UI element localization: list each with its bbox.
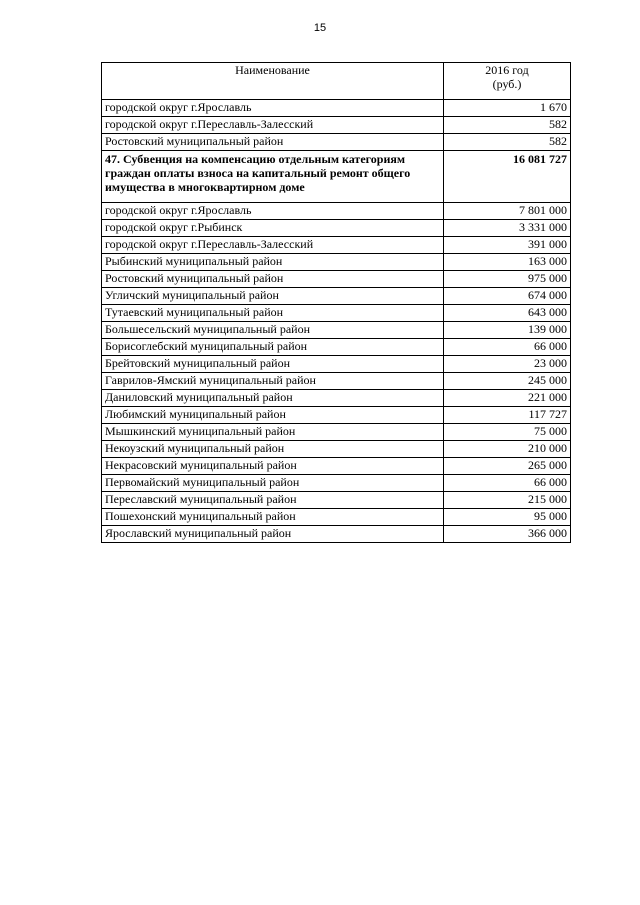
- row-name: Тутаевский муниципальный район: [102, 305, 444, 322]
- row-value: 23 000: [444, 356, 571, 373]
- table-row: [102, 475, 571, 492]
- row-name: городской округ г.Ярославль: [102, 100, 444, 117]
- row-name: Мышкинский муниципальный район: [102, 424, 444, 441]
- row-value: 674 000: [444, 288, 571, 305]
- table-row: [102, 458, 571, 475]
- row-name: Ярославский муниципальный район: [102, 526, 444, 543]
- row-value: 245 000: [444, 373, 571, 390]
- table-row: [102, 373, 571, 390]
- row-name: Некрасовский муниципальный район: [102, 458, 444, 475]
- column-header-year-label: 2016 год: [485, 63, 529, 77]
- row-name: городской округ г.Ярославль: [102, 203, 444, 220]
- section-row: [102, 151, 571, 203]
- row-value: 221 000: [444, 390, 571, 407]
- row-value: 582: [444, 134, 571, 151]
- row-value: 215 000: [444, 492, 571, 509]
- row-value: 95 000: [444, 509, 571, 526]
- column-header-name: Наименование: [102, 63, 444, 100]
- table-row: [102, 509, 571, 526]
- budget-table: [101, 62, 571, 543]
- row-value: 75 000: [444, 424, 571, 441]
- table-row: [102, 203, 571, 220]
- table-row: [102, 271, 571, 288]
- table-row: [102, 117, 571, 134]
- column-header-year: [444, 63, 571, 100]
- row-name: Даниловский муниципальный район: [102, 390, 444, 407]
- row-name: Ростовский муниципальный район: [102, 271, 444, 288]
- row-name: Пошехонский муниципальный район: [102, 509, 444, 526]
- table-row: [102, 526, 571, 543]
- row-value: 975 000: [444, 271, 571, 288]
- table-row: [102, 390, 571, 407]
- row-name: Брейтовский муниципальный район: [102, 356, 444, 373]
- row-name: Первомайский муниципальный район: [102, 475, 444, 492]
- table-row: [102, 339, 571, 356]
- table-row: [102, 441, 571, 458]
- row-name: Большесельский муниципальный район: [102, 322, 444, 339]
- row-name: Ростовский муниципальный район: [102, 134, 444, 151]
- column-header-unit-label: (руб.): [492, 77, 522, 91]
- row-value: 66 000: [444, 339, 571, 356]
- row-value: 265 000: [444, 458, 571, 475]
- row-value: 391 000: [444, 237, 571, 254]
- row-name: Угличский муниципальный район: [102, 288, 444, 305]
- table-row: [102, 220, 571, 237]
- page-number: 15: [313, 22, 327, 34]
- row-value: 366 000: [444, 526, 571, 543]
- table-row: [102, 100, 571, 117]
- row-value: 210 000: [444, 441, 571, 458]
- table-row: [102, 254, 571, 271]
- row-name: городской округ г.Переславль-Залесский: [102, 237, 444, 254]
- row-name: Любимский муниципальный район: [102, 407, 444, 424]
- row-name: Борисоглебский муниципальный район: [102, 339, 444, 356]
- row-value: 582: [444, 117, 571, 134]
- table-row: [102, 407, 571, 424]
- row-value: 117 727: [444, 407, 571, 424]
- row-value: 139 000: [444, 322, 571, 339]
- row-name: Рыбинский муниципальный район: [102, 254, 444, 271]
- table-row: [102, 237, 571, 254]
- row-name: Переславский муниципальный район: [102, 492, 444, 509]
- table-row: [102, 305, 571, 322]
- row-name: городской округ г.Переславль-Залесский: [102, 117, 444, 134]
- row-value: 7 801 000: [444, 203, 571, 220]
- table-header-row: [102, 63, 571, 100]
- row-name: Некоузский муниципальный район: [102, 441, 444, 458]
- row-value: 163 000: [444, 254, 571, 271]
- table-row: [102, 134, 571, 151]
- table-body: [102, 100, 571, 543]
- section-total: 16 081 727: [444, 151, 571, 203]
- row-value: 3 331 000: [444, 220, 571, 237]
- row-value: 1 670: [444, 100, 571, 117]
- row-name: Гаврилов-Ямский муниципальный район: [102, 373, 444, 390]
- row-value: 643 000: [444, 305, 571, 322]
- table-row: [102, 322, 571, 339]
- table-row: [102, 424, 571, 441]
- table-row: [102, 356, 571, 373]
- table-row: [102, 288, 571, 305]
- row-name: городской округ г.Рыбинск: [102, 220, 444, 237]
- table-row: [102, 492, 571, 509]
- row-value: 66 000: [444, 475, 571, 492]
- section-title: 47. Субвенция на компенсацию отдельным категориям граждан оплаты взноса на капитальный ремонт общего имущества в многоквартирном доме: [102, 151, 444, 203]
